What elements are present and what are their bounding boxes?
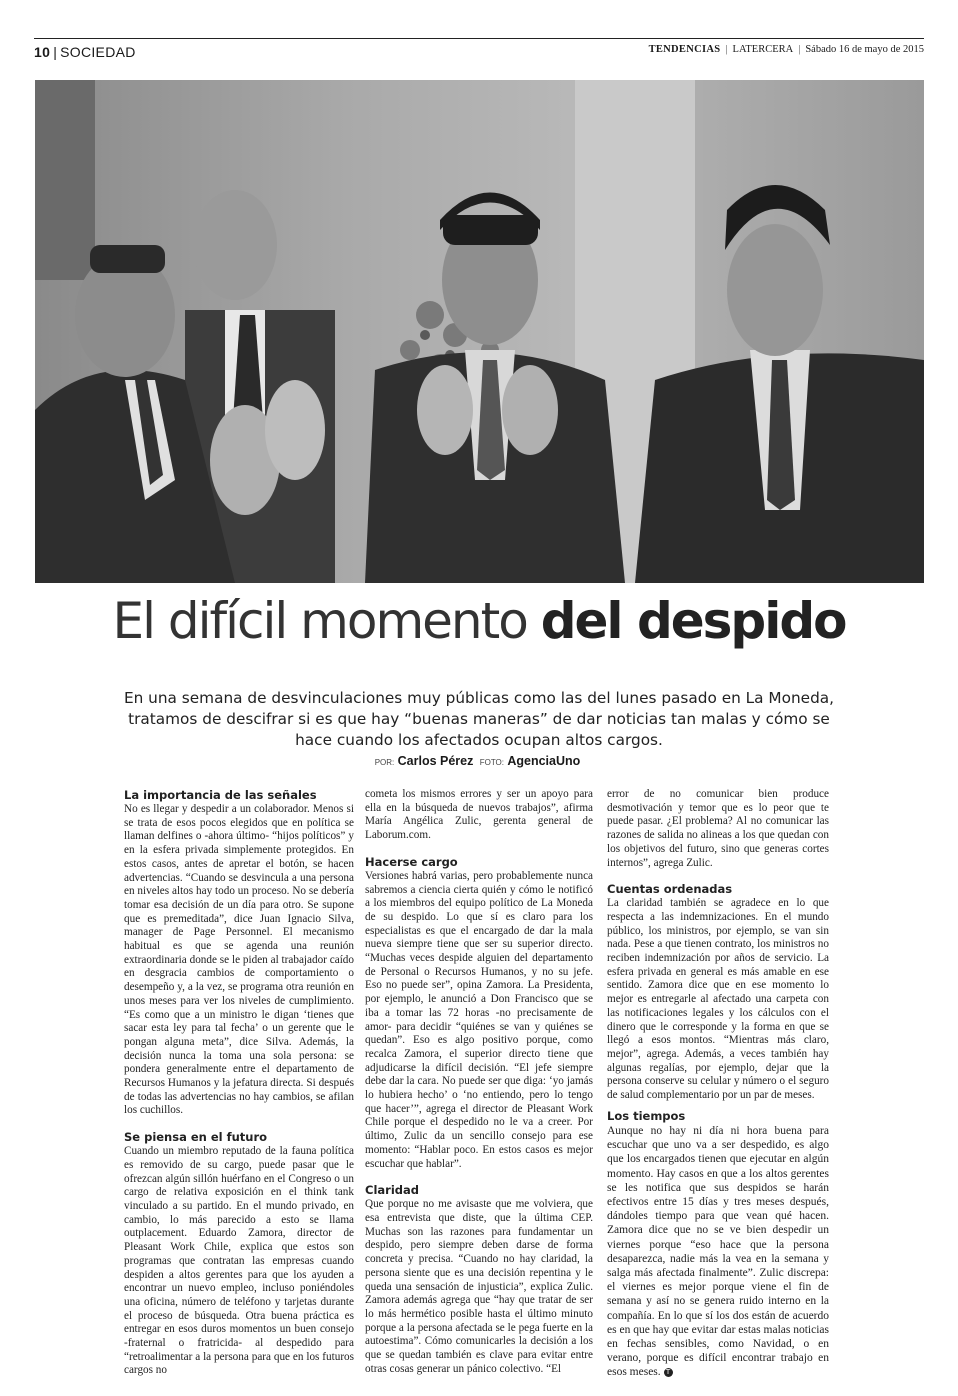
issue-date: Sábado 16 de mayo de 2015 [805, 44, 924, 55]
author-label: POR: [374, 758, 395, 767]
headline [0, 592, 958, 650]
paragraph: Que porque no me avisaste que me volviera, que esa entrevista que diste, que la última CEP. Muchas son las razones para fundamentar un despido, pero siempre deben darse de forma concreta y precisa. “Cuando no hay claridad, la persona siente que es una decisión repentina y le queda una sensación de injusticia”, explica Zulic. Zamora además agrega que “hay que tratar de ser lo más hermético posible hasta el último minuto porque a la persona afectada se le pega fuerte en la autoestima”. Cómo comunicarles la decisión a los que se quedan también es clave para evitar entre otras cosas generar un pánico colectivo. “El [365, 1198, 593, 1375]
subhead-senales: La importancia de las señales [124, 788, 317, 802]
page-number: 10 [34, 44, 51, 60]
paragraph: cometa los mismos errores y ser un apoyo para ella en la búsqueda de nuevos trabajos”, afirma María Angélica Zulic, gerenta general de Laborum.com. [365, 788, 593, 842]
column-3-bottom [607, 1109, 829, 1380]
paragraph: error de no comunicar bien produce desmotivación y temor que es lo peor que te puede pasar. ¿El problema? Al no comunicar las razones de salida no alineas a los que quedan con los objetivos del futuro, sino que generas cortes internos”, agrega Zulic. [607, 788, 829, 869]
page-header [34, 38, 924, 62]
article-deck: En una semana de desvinculaciones muy públicas como las del lunes pasado en La Moneda, tratamos de descifrar si es que hay “buenas maneras” de dar noticias tan malas y cómo se hace cuando los afectados ocupan altos cargos. [123, 689, 835, 749]
photo-credit: AgenciaUno [507, 754, 581, 768]
column-1 [124, 788, 354, 1378]
paragraph: Versiones habrá varias, pero probablemente nunca sabremos a ciencia cierta quién y cómo le notificó a los miembros del equipo político de La Moneda de su despido. Lo que sí es claro para los especialistas es que el encargado de dar la mala nueva siempre tiene que ser su superior directo. “Muchas veces despide alguien del departamento de Personal o Recursos Humanos, y no su jefe. Eso no puede ser”, opina Zamora. La Presidenta, por ejemplo, le anunció a Don Francisco que se iba a tomar las 72 horas -no precisamente de amor- para decidir “quiénes se van y quiénes se quedan”. Eso es algo positivo porque, como recalca Zamora, el superior directo tiene que adjudicarse la difícil decisión. “El jefe siempre debe dar la cara. No puede ser que diga: ‘yo jamás lo hubiera hecho’ o ‘no entiendo, pero lo tengo que hacer’”, agrega el director de Pleasant Work Chile porque el despedido no le va a creer. Por último, Zulic da un sencillo consejo para ese momento: “Hablar poco. En estos casos es mejor escuchar que hablar”. [365, 869, 593, 1170]
paragraph-final [607, 1124, 829, 1380]
paragraph: No es llegar y despedir a un colaborador. Menos si se trata de esos pocos elegidos que en política se llaman delfines o -ahora último- “hijos políticos” y en la esfera privada simplemente protegidos. En estos casos, antes de apretar el botón, se hacen advertencias. “Cuando se desvincula a una persona en niveles altos hay todo un proceso. No se debería tomar esa decisión de un día para otro. Se supone que es premeditada”, dice Juan Ignacio Silva, manager de Page Personnel. El mecanismo habitual es que se agenda una reunión extraordinaria donde se le piden al trabajador caído en desgracia cambios de comportamiento o desempeño y, a la vez, se programa otra reunión en unos meses para ver los niveles de cumplimiento. “Es como que a un ministro le digan ‘tienes que sacar esta ley para tal fecha’ o un gerente que le pongan alguna meta”, dice Silva. Además, la decisión nunca la toma una sola persona: se pondera generalmente entre el departamento de Recursos Humanos y la jefatura directa. Si después de todas las advertencias no hay cambios, se afilan los cuchillos. [124, 803, 354, 1117]
lead-photo [35, 80, 924, 583]
section-name: SOCIEDAD [60, 44, 136, 60]
photo-label: FOTO: [479, 758, 504, 767]
end-mark-icon: T [664, 1368, 673, 1377]
final-text: Aunque no hay ni día ni hora buena para escuchar que uno va a ser despedido, es algo que los encargados tienen que ejecutar en algún momento. Hay casos en que a los altos gerentes se les notifica que sus despidos se harán efectivos entre 15 días y tres meses después, dándoles tiempo para que vean qué hacen. Zamora dice que no se ve bien despedir un viernes porque “eso hace que la persona desaparezca, nadie más la vea en la semana y salga más afectada finalmente”. Zulic discrepa: el viernes es mejor porque viene el fin de semana y así no se genera ruido interno en la compañía. En lo que sí los dos están de acuerdo es en que hay que evitar dar estas malas noticias en fechas sensibles, como Navidad, o en verano, porque es difícil encontrar trabajo en esos meses. [607, 1125, 829, 1379]
photo-illustration [35, 80, 924, 583]
headline-light: El difícil momento [112, 592, 541, 650]
subhead-claridad: Claridad [365, 1183, 419, 1198]
byline [0, 754, 958, 768]
column-3 [607, 788, 829, 1103]
newspaper-name: LATERCERA [732, 44, 794, 55]
page-section: 10 | SOCIEDAD [34, 44, 136, 60]
headline-bold: del despido [540, 592, 846, 650]
author-name: Carlos Pérez [397, 754, 474, 768]
subhead-futuro: Se piensa en el futuro [124, 1130, 268, 1145]
supplement-name: TENDENCIAS [648, 44, 721, 55]
paragraph: Cuando un miembro reputado de la fauna política es removido de su cargo, puede pasar que le ofrezcan algún sillón huérfano en el Congreso o un cargo de relativa exposición en el think tank vinculado a su partido. En el mundo privado, en cambio, lo más parecido a esto se llama outplacement. Eduardo Zamora, director de Pleasant Work Chile, explica que estos son programas que contratan las empresas cuando despiden a altos gerentes para que los ayuden a encontrar un nuevo empleo, incluso poniéndoles una oficina, número de teléfono y tarjetas durante el proceso de búsqueda. Otra buena práctica es entregar en esos duros momentos un buen consejo -fraternal o fratricida- al despedido para “retroalimentar a la persona para que en los futuros cargos no [124, 1145, 354, 1377]
subhead-tiempos: Los tiempos [607, 1109, 686, 1123]
subhead-hacerse-cargo: Hacerse cargo [365, 854, 458, 869]
paragraph: La claridad también se agradece en lo que respecta a las indemnizaciones. En el mundo público, los ministros, por ejemplo, se van sin nada. Pese a que tienen contrato, los ministros no reciben indemnización por años de servicio. La esfera privada en general es más amable en ese sentido. Zamora dice que en ese momento lo mejor es entregarle al afectado una carpeta con las notificaciones legales y los cálculos con el dinero que le corresponde y la forma en que se llegó a esos montos. “Mientras más claro, mejor”, agrega. Además, a veces también hay algunas regalías, por ejemplo, dejar que la persona conserve su celular y número o el seguro de salud complementario por un par de meses. [607, 897, 829, 1102]
column-2 [365, 788, 593, 1376]
subhead-cuentas: Cuentas ordenadas [607, 882, 733, 897]
publication-info: TENDENCIAS | LATERCERA | Sábado 16 de mayo de 2015 [648, 44, 924, 55]
